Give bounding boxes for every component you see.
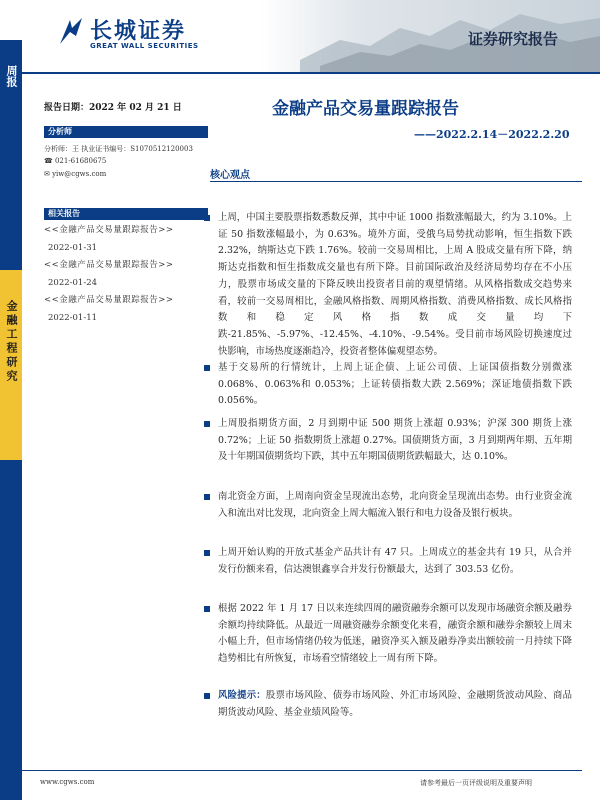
paragraph-futures <box>218 416 572 466</box>
footer-url[interactable]: www.cgws.com <box>40 778 95 786</box>
paragraph-text: 上周，中国主要股票指数悉数反弹，其中中证 1000 指数涨幅最大，约为 3.10%。上证 50 指数涨幅最小，为 0.63%。境外方面，受俄乌局势扰动影响，恒生指数下跌 2.32%，纳斯达克下跌 1.76%。较前一交易周相比，上周 A 股成交量有所下降，纳斯达克指数和恒生指数成交量也有所下降。目前国际政治及经济局势均存在不小压力，股票市场成交量的下降反映出投资者目前的观望情绪。从风格指数成交趋势来看，较前一交易周相比，金融风格指数、周期风格指数、消费风格指数、成长风格指数和稳定风格指数成交量均下跌-21.85%、-5.97%、-12.45%、-4.10%、-9.54%。受目前市场风险切换速度过快影响，市场热度逐渐趋冷，投资者整体偏观望态势。 <box>218 212 572 357</box>
analyst-section-header <box>44 126 208 138</box>
risk-text: 股票市场风险、债券市场风险、外汇市场风险、金融期货波动风险、商品期货波动风险、基金业绩风险等。 <box>218 690 572 718</box>
analyst-info: 分析师：王 执业证书编号：S1070512120003 <box>44 145 193 153</box>
logo-icon <box>58 16 84 46</box>
paragraph-bond <box>218 360 572 410</box>
weekly-tag: 周报 <box>0 40 22 100</box>
related-report-date: 2022-01-31 <box>48 242 98 253</box>
brand-name-en: GREAT WALL SECURITIES <box>90 42 199 50</box>
phone-line <box>44 157 106 165</box>
email-icon: ✉ <box>44 170 53 178</box>
footer-divider <box>22 770 582 771</box>
paragraph-text: 上周开始认购的开放式基金产品共计有 47 只。上周成立的基金共有 19 只，从合并发行份额来看，信达澳银鑫享合并发行份额最大，达到了 303.53 亿份。 <box>218 547 572 575</box>
brand-name: 长城证券 <box>90 19 187 44</box>
paragraph-text: 基于交易所的行情统计，上周上证企债、上证公司债、上证国债指数分别微涨 0.068%、0.063%和 0.053%；上证转债指数大跌 2.569%；深证地债指数下跌 0.056%。 <box>218 362 572 407</box>
bullet-icon <box>204 215 210 221</box>
category-tag: 金融工程研究 <box>5 300 18 384</box>
related-report-date: 2022-01-11 <box>48 312 98 323</box>
header-divider <box>0 72 600 74</box>
analyst-rule <box>44 137 208 138</box>
related-reports-list <box>44 222 214 327</box>
paragraph-margin <box>218 601 572 668</box>
paragraph-text: 南北资金方面，上周南向资金呈现流出态势，北向资金呈现流出态势。由行业资金流入和流出对比发现，北向资金上周大幅流入银行和电力设备及银行板块。 <box>218 491 572 519</box>
core-section-rule <box>210 181 582 182</box>
paragraph-equity <box>218 210 572 360</box>
risk-label: 风险提示： <box>218 690 266 701</box>
bullet-icon <box>204 693 210 699</box>
related-report-link[interactable]: <<金融产品交易量跟踪报告>> <box>44 225 174 235</box>
date-range: ——2022.2.14－2022.2.20 <box>414 128 570 141</box>
email-line <box>44 170 106 178</box>
report-date: 报告日期：2022 年 02 月 21 日 <box>44 103 182 113</box>
related-section-header <box>44 208 208 220</box>
paragraph-text: 上周股指期货方面，2 月到期中证 500 期货上涨超 0.93%；沪深 300 期货上涨 0.72%；上证 50 指数期货上涨超 0.27%。国债期货方面，3 月到期两年期、五年期及十年期国债期货均下跌，其中五年期国债期货跌幅最大，达 0.10%。 <box>218 418 572 463</box>
related-report-date: 2022-01-24 <box>48 277 98 288</box>
core-section-heading: 核心观点 <box>210 170 250 181</box>
footer-disclaimer: 请参考最后一页评级说明及重要声明 <box>420 779 532 787</box>
bullet-icon <box>204 550 210 556</box>
analyst-heading: 分析师 <box>44 126 208 137</box>
email-address[interactable]: yiw@cgws.com <box>52 170 107 178</box>
paragraph-capital-flow <box>218 489 572 522</box>
side-stripe-blue-lower <box>0 460 22 800</box>
bullet-icon <box>204 494 210 500</box>
bullet-icon <box>204 606 210 612</box>
side-stripe-blue <box>0 100 22 270</box>
related-report-link[interactable]: <<金融产品交易量跟踪报告>> <box>44 260 174 270</box>
related-report-link[interactable]: <<金融产品交易量跟踪报告>> <box>44 295 174 305</box>
related-heading: 相关报告 <box>44 208 208 219</box>
phone-icon: ☎ <box>44 157 55 165</box>
report-type-label: 证券研究报告 <box>468 30 559 48</box>
paragraph-text: 根据 2022 年 1 月 17 日以来连续四周的融资融券余额可以发现市场融资余额及融券余额均持续降低。从最近一周融资融券余额变化来看，融资余额和融券余额较上周末小幅上升，但市场情绪仍较为低迷，融资净买入额及融券净卖出额较前一月持续下降趋势相比有所恢复，市场看空情绪较上一周有所下降。 <box>218 603 572 665</box>
paragraph-risk <box>218 688 572 721</box>
paragraph-funds <box>218 545 572 578</box>
related-rule <box>44 219 208 220</box>
phone-number: 021-61680675 <box>54 157 107 165</box>
page-title: 金融产品交易量跟踪报告 <box>272 99 459 119</box>
bullet-icon <box>204 365 210 371</box>
bullet-icon <box>204 421 210 427</box>
